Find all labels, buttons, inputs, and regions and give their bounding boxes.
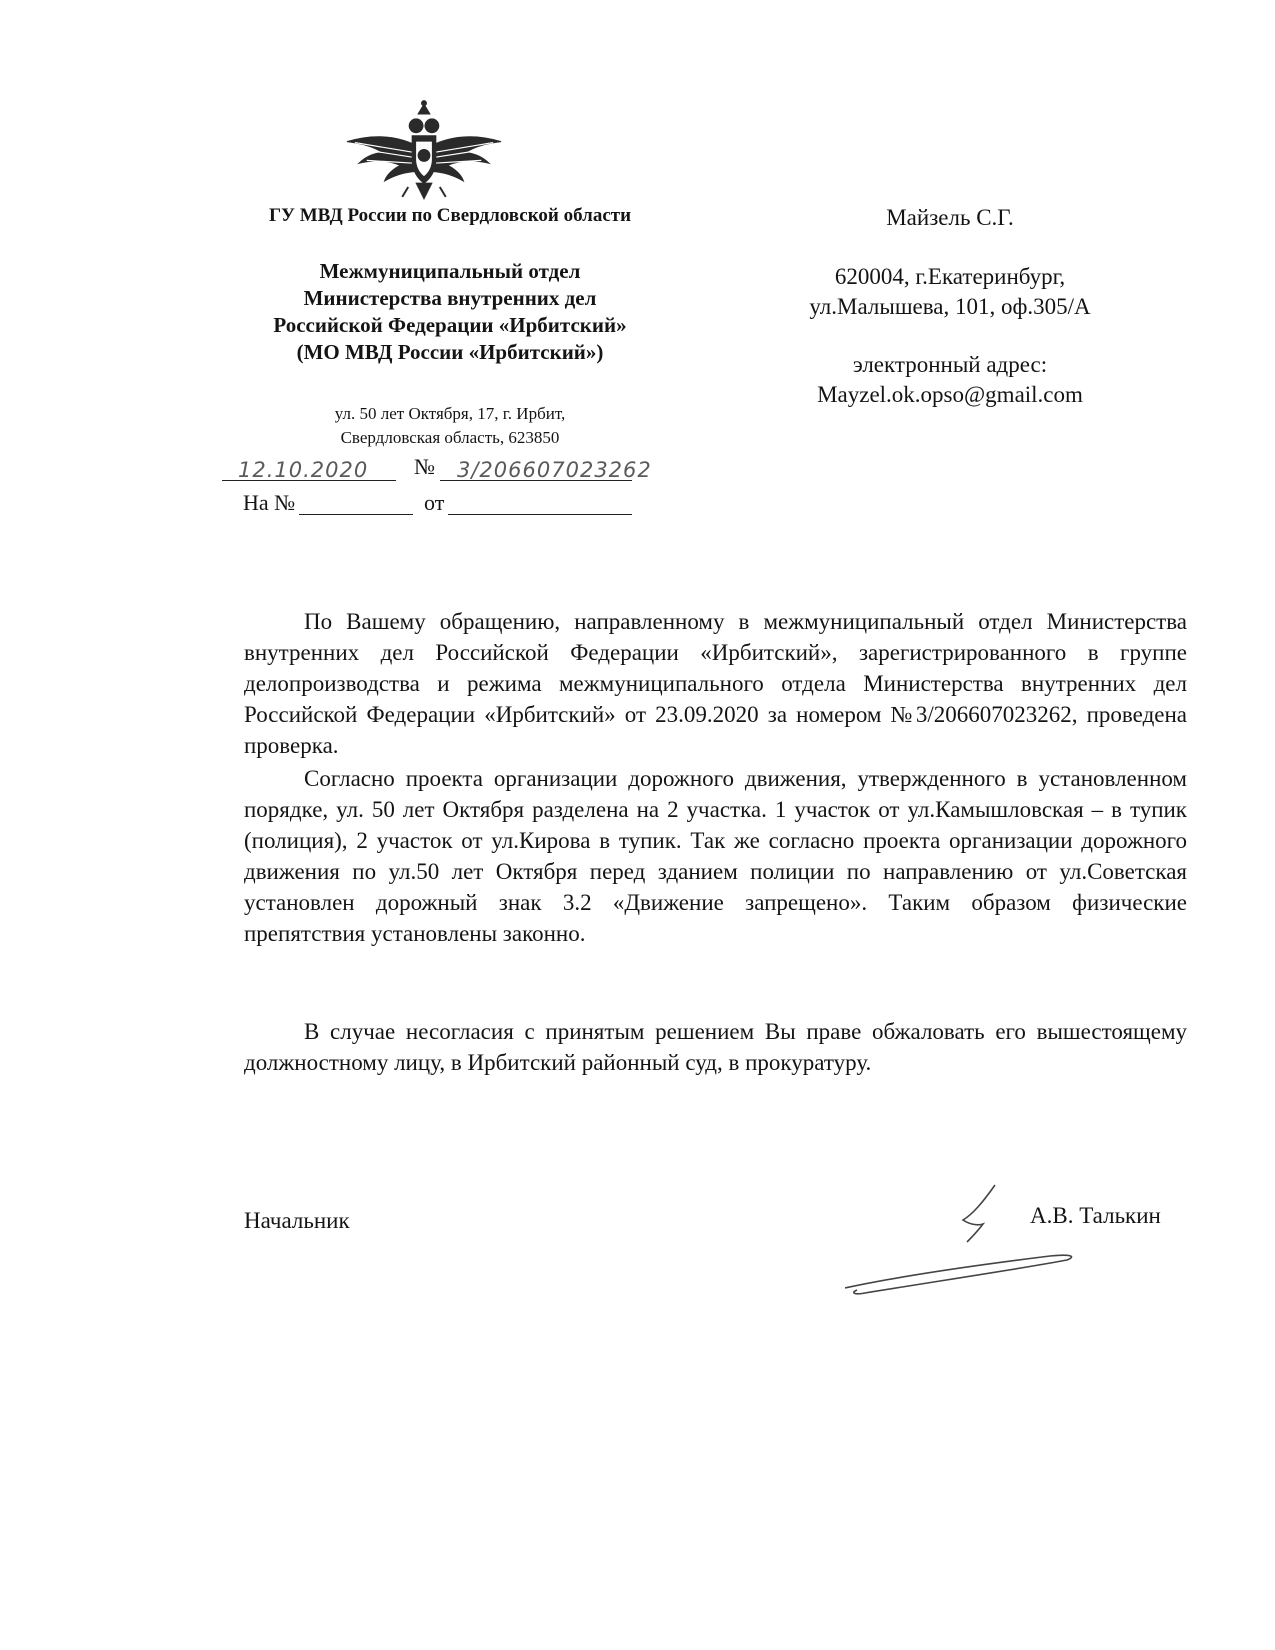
- sender-department-line: (МО МВД России «Ирбитский»): [296, 340, 604, 364]
- body-paragraph: [244, 606, 1187, 761]
- mvd-eagle-emblem-icon: [345, 98, 503, 202]
- recipient-name: Майзель С.Г.: [886, 205, 1014, 230]
- signatory-title: Начальник: [244, 1208, 350, 1233]
- registration-number-label: №: [414, 454, 435, 479]
- sender-agency: ГУ МВД России по Свердловской области: [268, 205, 632, 226]
- sender-address-line: ул. 50 лет Октября, 17, г. Ирбит,: [334, 404, 566, 423]
- registration-number: 3/206607023262: [457, 458, 652, 482]
- sender-department-line: Министерства внутренних дел: [303, 286, 597, 310]
- recipient-address: [760, 262, 1140, 322]
- reply-to-label: На №: [243, 490, 296, 515]
- recipient-email-label: электронный адрес:: [852, 352, 1048, 377]
- sender-department-line: Межмуниципальный отдел: [319, 259, 581, 283]
- body-paragraph-text: По Вашему обращению, направленному в межмуниципальный отдел Министерства внутренних дел Российской Федерации «Ирбитский», зарегистрированного в группе делопроизводства и режима межмуниципального отдела Министерства внутренних дел Российской Федерации «Ирбитский» от 23.09.2020 за номером №3/206607023262, проведена проверка.: [244, 609, 1187, 758]
- body-paragraph-text: Согласно проекта организации дорожного движения, утвержденного в установленном порядке, ул. 50 лет Октября разделена на 2 участка. 1 участок от ул.Камышловская – в тупик (полиция), 2 участок от ул.Кирова в тупик. Так же согласно проекта организации дорожного движения по ул.50 лет Октября перед зданием полиции по направлению от ул.Советская установлен дорожный знак 3.2 «Движение запрещено». Таким образом физические препятствия установлены законно.: [244, 766, 1187, 946]
- body-paragraph: [244, 1016, 1187, 1078]
- body-paragraph-text: В случае несогласия с принятым решением Вы праве обжаловать его вышестоящему должностному лицу, в Ирбитский районный суд, в прокуратуру.: [244, 1019, 1187, 1075]
- reply-to-line: [299, 514, 413, 515]
- from-date-line: [448, 514, 632, 515]
- sender-department: [225, 258, 675, 366]
- registration-date-line: [222, 480, 396, 481]
- signatory-name: А.В. Талькин: [1030, 1203, 1161, 1228]
- sender-address-line: Свердловская область, 623850: [340, 428, 560, 447]
- recipient-address-line: ул.Малышева, 101, оф.305/А: [809, 294, 1091, 319]
- handwritten-signature-icon: [845, 1180, 1145, 1325]
- registration-number-line: [440, 480, 632, 481]
- body-paragraph: [244, 763, 1187, 949]
- sender-address: [225, 402, 675, 450]
- from-label: от: [424, 490, 445, 515]
- sender-department-line: Российской Федерации «Ирбитский»: [273, 313, 627, 337]
- registration-date: 12.10.2020: [238, 458, 369, 482]
- recipient-email: Mayzel.ok.opso@gmail.com: [817, 382, 1083, 407]
- recipient-address-line: 620004, г.Екатеринбург,: [834, 264, 1066, 289]
